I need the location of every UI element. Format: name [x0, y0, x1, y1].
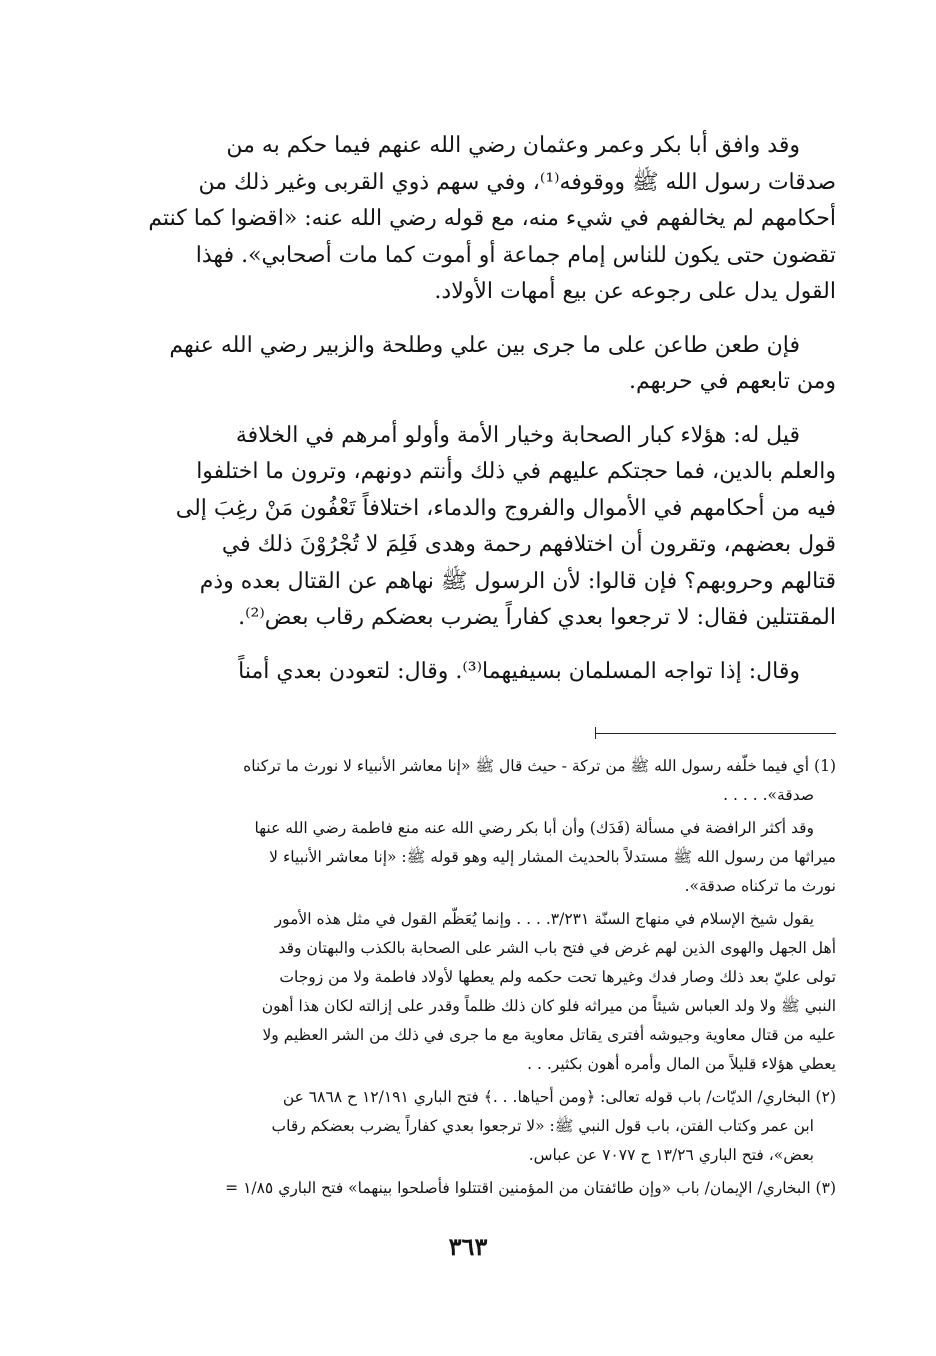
text-line: وقال: إذا تواجه المسلمان بسيفيهما⁽³⁾. وقال: لتعودن بعدي أمناً — [238, 658, 800, 684]
text-line: القول يدل على رجوعه عن بيع أمهات الأولاد. — [434, 279, 836, 304]
footnote-line: نورث ما تركناه صدقة». — [684, 877, 836, 895]
footnotes — [84, 752, 836, 1207]
footnote-1 — [84, 752, 836, 810]
text-line: أحكامهم لم يخالفهم في شيء منه، مع قوله رضي الله عنه: «اقضوا كما كنتم — [148, 206, 836, 231]
text-line: فيه من أحكامهم في الأموال والفروج والدماء، اختلافاً تَعْفُون مَنْ رغِبَ إلى — [175, 495, 836, 521]
text-line: قول بعضهم، وتقرون أن اختلافهم رحمة وهدى فَلِمَ لا تُجْرُوْنَ ذلك في — [221, 532, 836, 557]
text-line: تقضون حتى يكون للناس إمام جماعة أو أموت كما مات أصحابي». فهذا — [195, 242, 836, 268]
footnote-line: ابن عمر وكتاب الفتن، باب قول النبي ﷺ: «لا ترجعوا بعدي كفاراً يضرب بعضكم رقاب — [271, 1117, 814, 1135]
footnote-3 — [84, 1174, 836, 1203]
footnote-line: أهل الجهل والهوى الذين لهم غرض في فتح باب الشر على الصحابة بالكذب والبهتان وقد — [278, 939, 836, 957]
paragraph-4 — [100, 654, 836, 691]
main-text — [100, 128, 836, 707]
footnote-line: تولى عليّ بعد ذلك وصار فدك وغيرها تحت حكمه ولم يعطها لأولاد فاطمة ولا من زوجات — [279, 968, 836, 986]
text-line: ومن تابعهم في حربهم. — [629, 369, 836, 394]
footnote-line: (٣) البخاري/ الإيمان/ باب «وإن طائفتان من المؤمنين اقتتلوا فأصلحوا بينهما» فتح الباري ١/٨٥ = — [225, 1179, 836, 1197]
paragraph-3 — [100, 418, 836, 637]
text-line: صدقات رسول الله ﷺ ووقوفه⁽¹⁾، وفي سهم ذوي القربى وغير ذلك من — [198, 169, 836, 195]
footnote-line: وقد أكثر الرافضة في مسألة (فَدَك) وأن أبا بكر رضي الله عنه منع فاطمة رضي الله عنها — [254, 819, 814, 837]
footnote-separator-tick — [595, 727, 596, 739]
text-line: قتالهم وحروبهم؟ فإن قالوا: لأن الرسول ﷺ نهاهم عن القتال بعده وذم — [199, 568, 836, 594]
text-line: وقد وافق أبا بكر وعمر وعثمان رضي الله عنهم فيما حكم به من — [226, 133, 800, 158]
footnote-line: النبي ﷺ ولا ولد العباس شيئاً من ميراثه فلو كان ذلك ظلماً وقدر على إزالته لكان هذا أهون — [261, 997, 836, 1015]
footnote-line: (٢) البخاري/ الديّات/ باب قوله تعالى: ﴿ومن أحياها. . .﴾ فتح الباري ١٢/١٩١ ح ٦٨٦٨ عن — [282, 1088, 836, 1106]
text-line: فإن طعن طاعن على ما جرى بين علي وطلحة والزبير رضي الله عنهم — [169, 332, 800, 358]
page-number: ٣٦٣ — [448, 1232, 488, 1261]
footnote-line: بعض»، فتح الباري ١٣/٢٦ ح ٧٠٧٧ عن عباس. — [528, 1146, 814, 1164]
text-line: قيل له: هؤلاء كبار الصحابة وخيار الأمة وأولو أمرهم في الخلافة — [235, 422, 800, 448]
footnote-2 — [84, 1083, 836, 1170]
footnote-1-quote — [84, 905, 836, 1079]
footnote-1-continuation — [84, 814, 836, 901]
footnote-line: (1) أي فيما خلّفه رسول الله ﷺ من تركة - حيث قال ﷺ «إنا معاشر الأنبياء لا نورث ما تركناه — [243, 757, 836, 775]
text-line: والعلم بالدين، فما حجتكم عليهم في ذلك وأنتم دونهم، وترون ما اختلفوا — [196, 459, 836, 484]
footnote-line: يعطي هؤلاء قليلاً من المال وأمره أهون بكثير. . . — [527, 1055, 836, 1073]
paragraph-2 — [100, 328, 836, 401]
footnote-line: صدقة». . . . . — [723, 786, 814, 804]
footnote-line: ميراثها من رسول الله ﷺ مستدلاً بالحديث المشار إليه وهو قوله ﷺ: «إنا معاشر الأنبياء لا — [269, 848, 836, 866]
paragraph-1 — [100, 128, 836, 311]
footnote-line: يقول شيخ الإسلام في منهاج السنّة ٣/٢٣١. . . . وإنما يُعَظّم القول في مثل هذه الأمور — [274, 910, 814, 928]
footnote-separator — [596, 733, 836, 734]
footnote-line: عليه من قتال معاوية وجيوشه أفترى يقاتل معاوية مع ما جرى في ذلك من الشر العظيم ولا — [262, 1026, 836, 1044]
text-line: المقتتلين فقال: لا ترجعوا بعدي كفاراً يضرب بعضكم رقاب بعض⁽²⁾. — [238, 605, 836, 630]
